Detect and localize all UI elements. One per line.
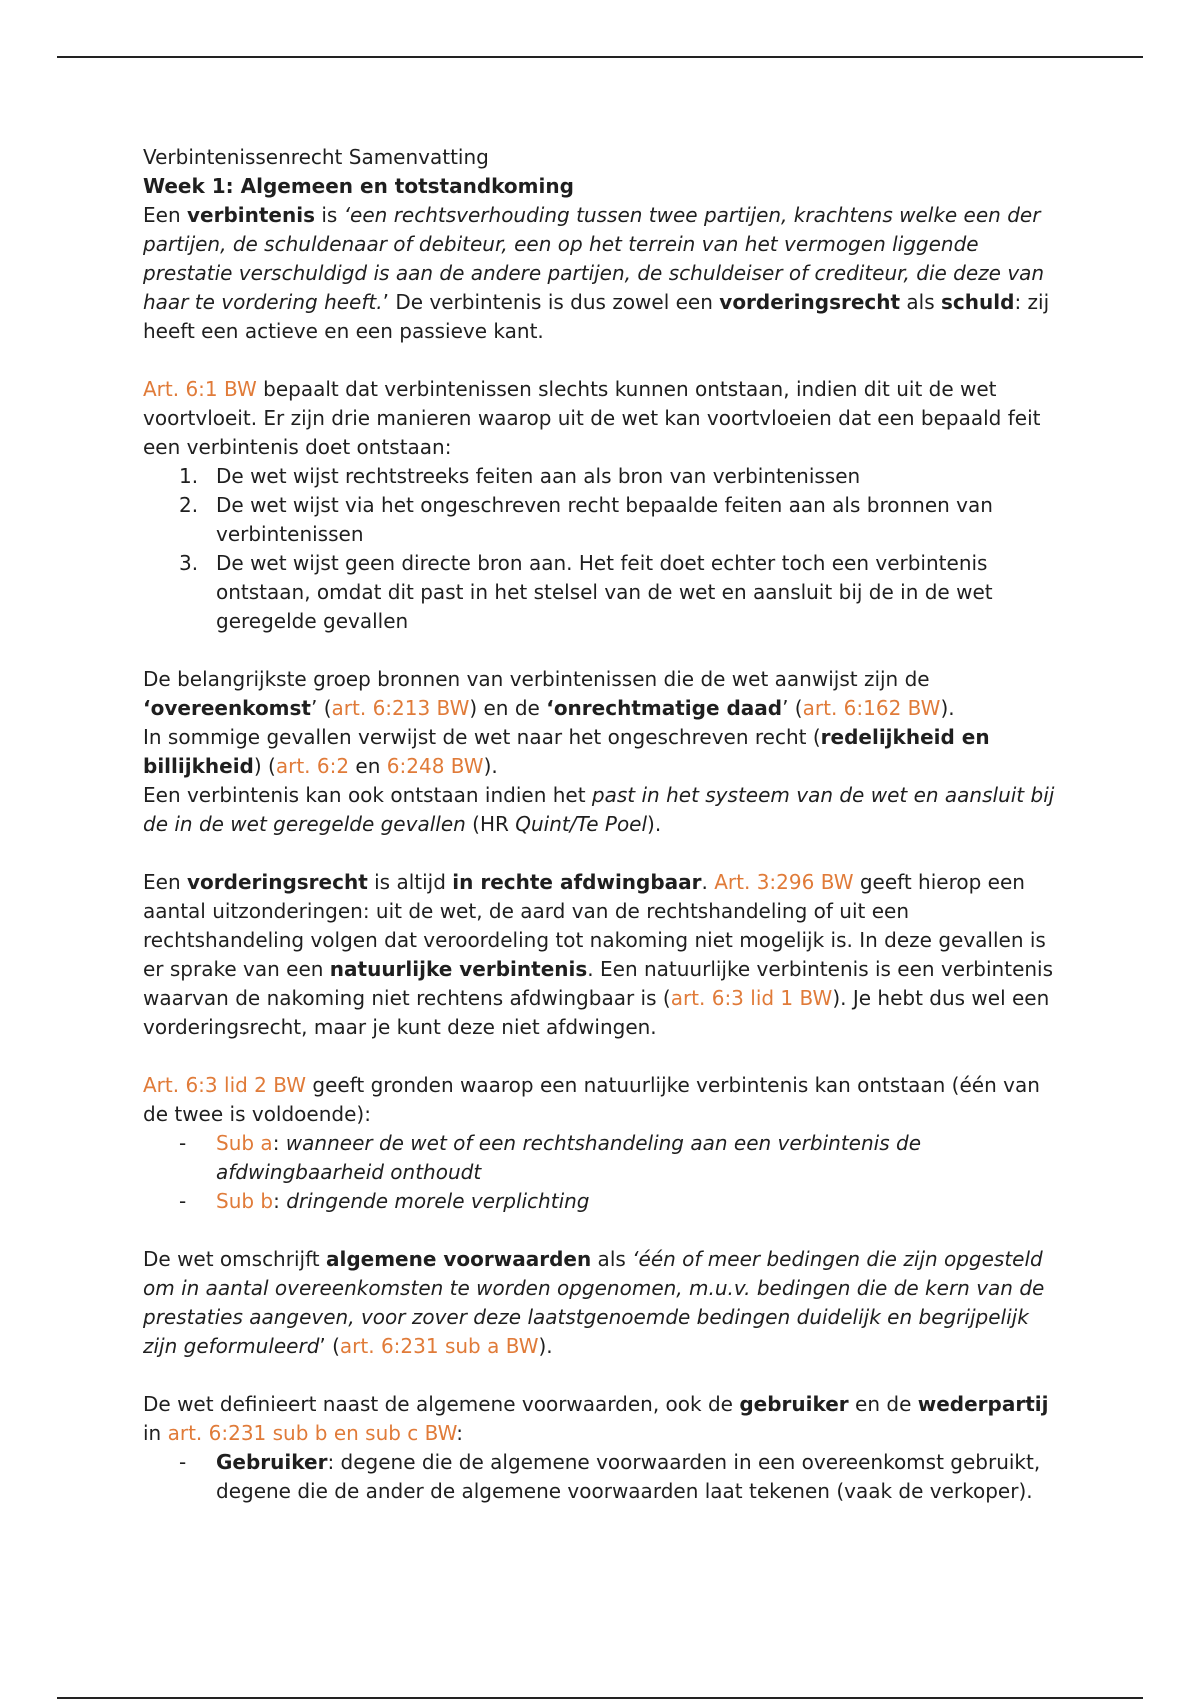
header-rule — [57, 56, 1143, 58]
article-reference: art. 6:213 BW — [331, 696, 470, 720]
list-item: - Sub a: wanneer de wet of een rechtshandeling aan een verbintenis de afdwingbaarheid onthoudt — [179, 1131, 921, 1184]
paragraph-bronnen: De belangrijkste groep bronnen van verbintenissen die de wet aanwijst zijn de ‘overeenkomst’ (art. 6:213 BW) en de ‘onrechtmatige daad’ (art. 6:162 BW). — [143, 667, 955, 720]
article-reference: Art. 3:296 BW — [714, 870, 854, 894]
list-item: 2. De wet wijst via het ongeschreven recht bepaalde feiten aan als bronnen van verbintenissen — [179, 493, 993, 546]
article-reference: art. 6:3 lid 1 BW — [670, 986, 833, 1010]
article-reference: art. 6:231 sub a BW — [339, 1334, 539, 1358]
list-item: 3. De wet wijst geen directe bron aan. Het feit doet echter toch een verbintenis ontstaan, omdat dit past in het stelsel van de wet en aansluit bij de in de wet geregelde gevallen — [179, 551, 993, 633]
article-reference: art. 6:231 sub b en sub c BW — [167, 1421, 457, 1445]
footer-rule — [57, 1697, 1143, 1699]
dashed-list-gronden — [143, 1129, 1063, 1216]
document-title: Verbintenissenrecht Samenvatting — [143, 145, 489, 169]
article-reference: Art. 6:3 lid 2 BW — [143, 1073, 307, 1097]
article-reference: Sub a — [216, 1131, 273, 1155]
numbered-list-sources — [143, 462, 1063, 636]
article-reference: art. 6:162 BW — [802, 696, 941, 720]
list-item: - Sub b: dringende morele verplichting — [179, 1189, 590, 1213]
list-item: 1. De wet wijst rechtstreeks feiten aan als bron van verbintenissen — [179, 464, 861, 488]
dashed-list-definitions — [143, 1448, 1063, 1506]
paragraph-gebruiker-wederpartij: De wet definieert naast de algemene voorwaarden, ook de gebruiker en de wederpartij in art. 6:231 sub b en sub c BW: — [143, 1392, 1049, 1445]
list-item: - Gebruiker: degene die de algemene voorwaarden in een overeenkomst gebruikt, degene die de ander de algemene voorwaarden laat tekenen (vaak de verkoper). — [179, 1450, 1041, 1503]
paragraph-vorderingsrecht: Een vorderingsrecht is altijd in rechte afdwingbaar. Art. 3:296 BW geeft hierop een aantal uitzonderingen: uit de wet, de aard van de rechtshandeling of uit een rechtshandeling volgen dat veroordeling tot nakoming niet mogelijk is. In deze gevallen is er sprake van een natuurlijke verbintenis. Een natuurlijke verbintenis is een verbintenis waarvan de nakoming niet rechtens afdwingbaar is (art. 6:3 lid 1 BW). Je hebt dus wel een vorderingsrecht, maar je kunt deze niet afdwingen. — [143, 870, 1054, 1039]
paragraph-systeem-wet: Een verbintenis kan ook ontstaan indien het past in het systeem van de wet en aansluit bij de in de wet geregelde gevallen (HR Quint/Te Poel). — [143, 783, 1055, 836]
paragraph-art-6-3-lid-2: Art. 6:3 lid 2 BW geeft gronden waarop een natuurlijke verbintenis kan ontstaan (één van de twee is voldoende): — [143, 1073, 1040, 1126]
paragraph-art-6-1: Art. 6:1 BW bepaalt dat verbintenissen slechts kunnen ontstaan, indien dit uit de wet voortvloeit. Er zijn drie manieren waarop uit de wet kan voortvloeien dat een bepaald feit een verbintenis doet ontstaan: — [143, 377, 1041, 459]
document-body — [143, 143, 1063, 1506]
week-heading: Week 1: Algemeen en totstandkoming — [143, 174, 574, 198]
paragraph-ongeschreven-recht: In sommige gevallen verwijst de wet naar het ongeschreven recht (redelijkheid en billijkheid) (art. 6:2 en 6:248 BW). — [143, 725, 990, 778]
paragraph-algemene-voorwaarden: De wet omschrijft algemene voorwaarden als ‘één of meer bedingen die zijn opgesteld om in aantal overeenkomsten te worden opgenomen, m.u.v. bedingen die de kern van de prestaties aangeven, voor zover deze laatstgenoemde bedingen duidelijk en begrijpelijk zijn geformuleerd’ (art. 6:231 sub a BW). — [143, 1247, 1045, 1358]
paragraph-verbintenis-definition: Een verbintenis is ‘een rechtsverhouding tussen twee partijen, krachtens welke een der partijen, de schuldenaar of debiteur, een op het terrein van het vermogen liggende prestatie verschuldigd is aan de andere partijen, de schuldeiser of crediteur, die deze van haar te vordering heeft.’ De verbintenis is dus zowel een vorderingsrecht als schuld: zij heeft een actieve en een passieve kant. — [143, 203, 1050, 343]
article-reference: 6:248 BW — [386, 754, 484, 778]
article-reference: Sub b — [216, 1189, 274, 1213]
article-reference: art. 6:2 — [275, 754, 350, 778]
article-reference: Art. 6:1 BW — [143, 377, 257, 401]
